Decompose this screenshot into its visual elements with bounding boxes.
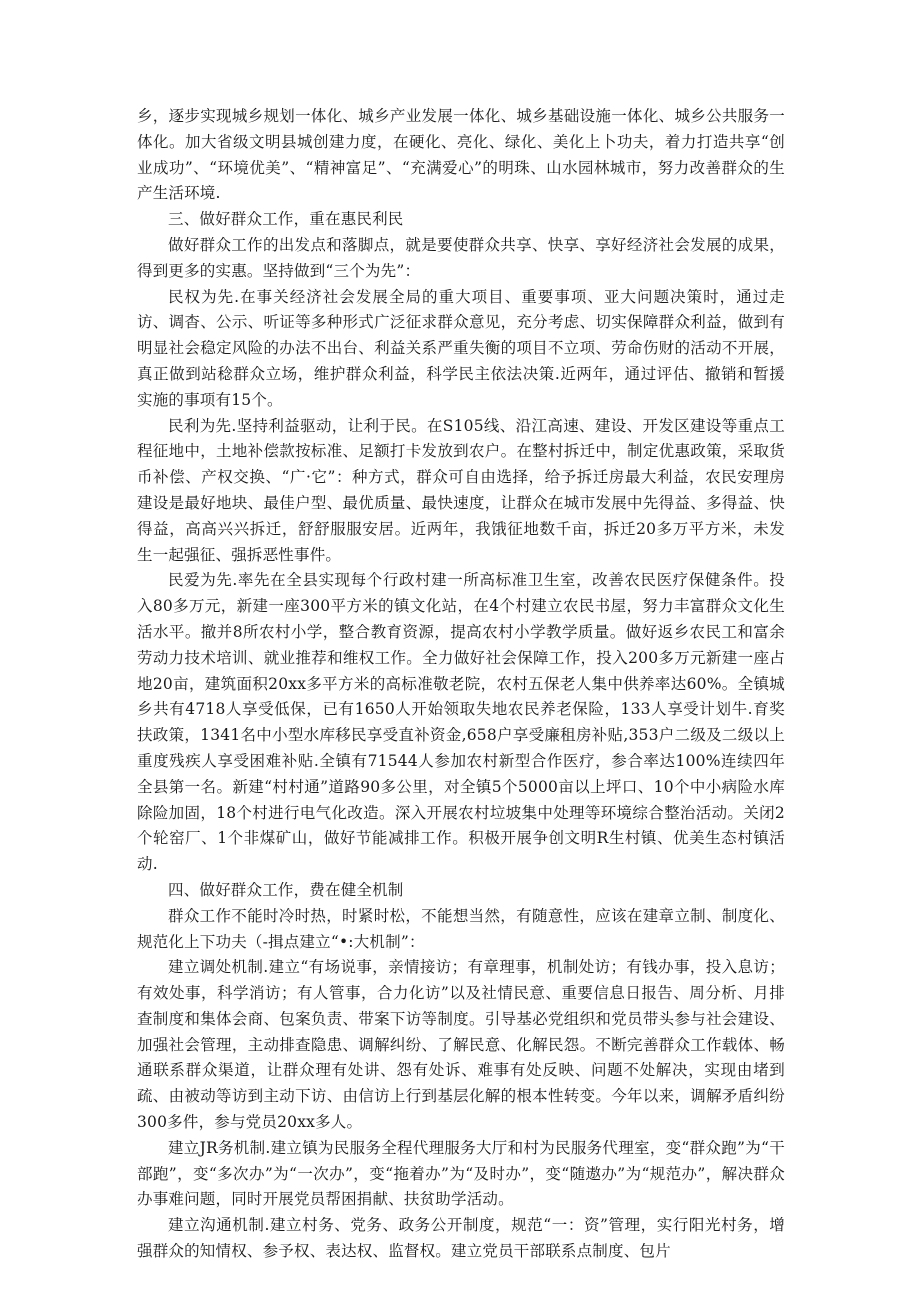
- document-page: [137, 104, 785, 1265]
- paragraph-urban-rural-integration: 乡，逐步实现城乡规划一体化、城乡产业发展一体化、城乡基础设施一体化、城乡公共服务一体化。加大省级文明县城创建力度，在硬化、亮化、绿化、美化上卜功夫，着力打造共享“创业成功”、“环境优美”、“精神富足”、“充满爱心”的明珠、山水园林城市，努力改善群众的生产生活环境.: [137, 107, 785, 203]
- paragraph-mass-work-purpose: 做好群众工作的出发点和落脚点，就是要使群众共享、快享、享好经济社会发展的成果，得到更多的实惠。坚持做到“三个为先”：: [137, 235, 785, 280]
- paragraph-people-care-first: 民爱为先.率先在全县实现每个行政村建一所高标准卫生室，改善农民医疗保健条件。投入80多万元，新建一座300平方米的镇文化站，在4个村建立农民书屋，努力丰富群众文化生活水平。撤并8所农村小学，整合教育资源，提高农村小学教学质量。做好返乡农民工和富余劳动力技术培训、就业推荐和维权工作。全力做好社会保障工作，投入200多万元新建一座占地20亩，建筑面积20xx多平方米的高标准敬老院，农村五保老人集中供养率达60%。全镇城乡共有4718人享受低保，已有1650人开始领取失地农民养老保险，133人享受计划牛.育奖扶政策，1341名中小型水库移民享受直补资金,658户享受廉租房补贴,353户二级及二级以上重度残疾人享受困难补贴.全镇有71544人参加农村新型合作医疗，参合率达100%连续四年全县第一名。新建“村村通”道路90多公里，对全镇5个5000亩以上坪口、10个中小病险水库除险加固，18个村进行电气化改造。深入开展农村垃坡集中处理等环境综合整治活动。关闭2个轮窑厂、1个非煤矿山，做好节能减排工作。积极开展争创文明R生村镇、优美生态村镇活动.: [137, 571, 785, 874]
- paragraph-service-mechanism: 建立JR务机制.建立镇为民服务全程代理服务大厅和村为民服务代理室，变“群众跑”为“干部跑”，变“多次办”为“一次办”，变“拖着办”为“及时办”，变“随遨办”为“规范办”，解决群众办事难问题，同时开展党员帮困捐献、扶贫助学活动。: [137, 1138, 785, 1209]
- section-heading-3: 三、做好群众工作，重在惠民利民: [168, 210, 404, 229]
- paragraph-mechanism-intro: 群众工作不能时冷时热，时紧时松，不能想当然，有随意性，应该在建章立制、制度化、规范化上下功夫（-揖点建立“•:大机制”：: [137, 906, 785, 951]
- paragraph-communication-mechanism: 建立沟通机制.建立村务、党务、政务公开制度，规范“一：资”管理，实行阳光村务，增强群众的知情权、参予权、表达权、监督权。建立党员干部联系点制度、包片: [137, 1216, 785, 1261]
- paragraph-mediation-mechanism: 建立调处机制.建立“有场说事，亲情接访；有章理事，机制处访；有钱办事，投入息访；有效处事，科学消访；有人管事，合力化访”以及社情民意、重要信息日报告、周分析、月排查制度和集体会商、包案负责、带案下访等制度。引导基必党组织和党员带头参与社会建设、加强社会管理，主动排查隐患、调解纠纷、了解民意、化解民怨。不断完善群众工作载体、畅通联系群众渠道，让群众理有处讲、怨有处诉、难事有处反映、问题不处解决，实现由堵到疏、由被动等访到主动下访、由信访上行到基层化解的根本性转变。今年以来，调解矛盾纠纷300多件，参与党员20xx多人。: [137, 958, 785, 1132]
- paragraph-people-benefit-first: 民利为先.坚持利益驱动，让利于民。在S105线、沿江高速、建设、开发区建设等重点工程征地中，土地补偿款按标准、足额打卡发放到农户。在整村拆迁中，制定优惠政策，采取货币补偿、产权交换、“广·它”：种方式，群众可自由选择，给予拆迁房最大利益，农民安理房建设是最好地块、最佳户型、最优质量、最快速度，让群众在城市发展中先得益、多得益、快得益，高高兴兴拆迁，舒舒服服安居。近两年，我饿征地数千亩，拆迁20多万平方米，未发生一起强征、强拆恶性事件。: [137, 416, 785, 564]
- paragraph-people-rights-first: 民权为先.在事关经济社会发展全局的重大项目、重要事项、亚大问题决策时，通过走访、调杳、公示、听证等多种形式广泛征求群众意见，充分考虑、切实保障群众利益，做到有明显社会稳定风险的办法不出台、利益关系严重失衡的项目不立项、劳命伤财的活动不开展，真正做到站稔群众立场，维护群众利益，科学民主依法决策.近两年，通过评估、撤销和暂援实施的事项有15个。: [137, 287, 785, 409]
- section-heading-4: 四、做好群众工作，费在健全机制: [168, 880, 404, 899]
